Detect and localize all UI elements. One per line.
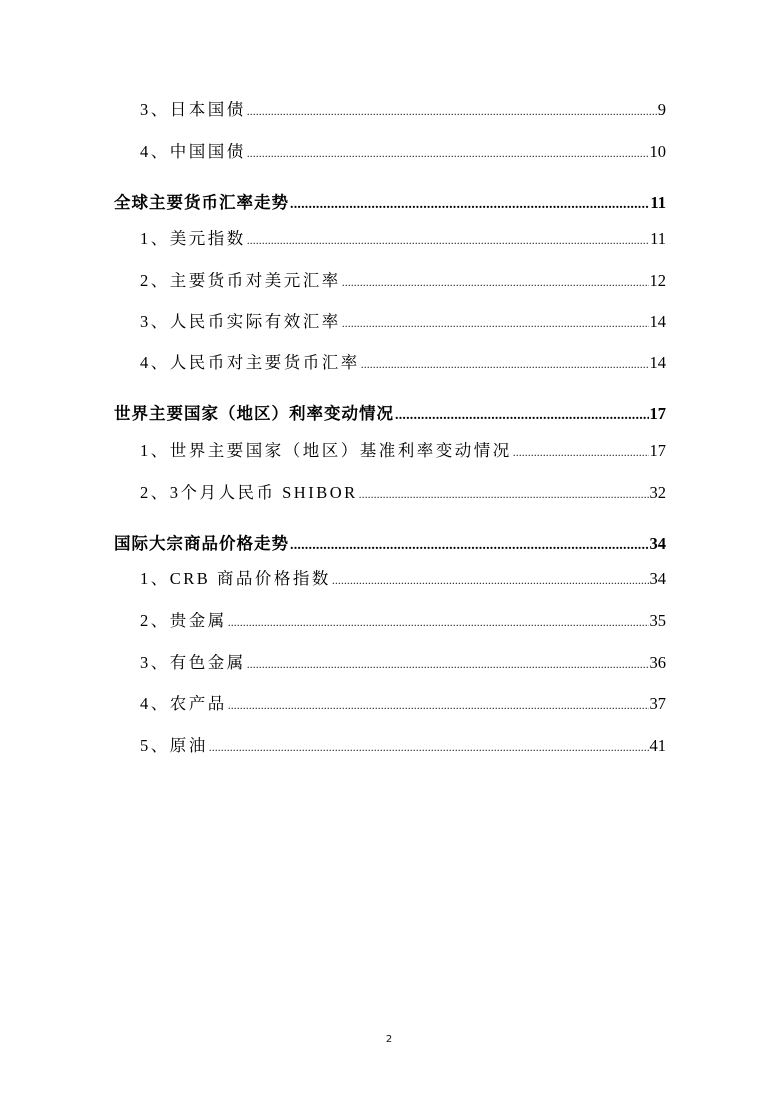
toc-entry-crb-index[interactable] (140, 565, 666, 589)
toc-entry-page: 17 (649, 441, 666, 460)
page-number-footer: 2 (385, 1034, 393, 1045)
toc-section-page: 11 (650, 193, 666, 212)
dot-leader (513, 441, 649, 461)
toc-entry-label: 2、3个月人民币 SHIBOR (140, 483, 358, 502)
dot-leader (247, 653, 649, 673)
toc-entry-page: 10 (649, 142, 666, 161)
toc-entry-japan-bonds[interactable] (140, 96, 666, 120)
toc-entry-label: 4、中国国债 (140, 142, 246, 161)
toc-entry-label: 4、人民币对主要货币汇率 (140, 353, 360, 372)
toc-entry-page: 11 (650, 229, 666, 248)
toc-entry-label: 1、美元指数 (140, 229, 246, 248)
dot-leader (361, 353, 649, 373)
dot-leader (228, 694, 649, 714)
dot-leader (359, 483, 649, 503)
toc-section-currency-rates[interactable] (114, 189, 666, 213)
toc-entry-dollar-index[interactable] (140, 225, 666, 249)
dot-leader (332, 569, 649, 589)
dot-leader (247, 229, 649, 249)
toc-section-page: 17 (649, 404, 666, 423)
toc-entry-label: 5、原油 (140, 736, 208, 755)
toc-entry-label: 3、人民币实际有效汇率 (140, 312, 341, 331)
toc-entry-precious-metals[interactable] (140, 607, 666, 631)
toc-entry-rmb-reer[interactable] (140, 308, 666, 332)
toc-entry-major-currencies-usd[interactable] (140, 267, 666, 291)
toc-entry-label: 3、日本国债 (140, 100, 246, 119)
toc-entry-page: 32 (649, 483, 666, 502)
dot-leader (228, 611, 649, 631)
toc-section-label: 世界主要国家（地区）利率变动情况 (114, 404, 394, 423)
dot-leader (247, 142, 649, 162)
toc-entry-page: 9 (657, 100, 666, 119)
toc-section-label: 国际大宗商品价格走势 (114, 534, 289, 553)
toc-section-label: 全球主要货币汇率走势 (114, 193, 289, 212)
toc-entry-page: 35 (649, 611, 666, 630)
dot-leader (395, 404, 649, 424)
dot-leader (209, 736, 649, 756)
toc-entry-label: 2、贵金属 (140, 611, 227, 630)
toc-entry-label: 3、有色金属 (140, 653, 246, 672)
toc-section-commodities[interactable] (114, 530, 666, 554)
toc-entry-crude-oil[interactable] (140, 732, 666, 756)
dot-leader (247, 100, 657, 120)
toc-entry-label: 4、农产品 (140, 694, 227, 713)
toc-entry-page: 37 (649, 694, 666, 713)
toc-section-page: 34 (649, 534, 666, 553)
dot-leader (290, 534, 649, 554)
toc-entry-benchmark-rates[interactable] (140, 437, 666, 461)
toc-entry-label: 1、CRB 商品价格指数 (140, 569, 331, 588)
toc-entry-label: 1、世界主要国家（地区）基准利率变动情况 (140, 441, 512, 460)
toc-entry-nonferrous-metals[interactable] (140, 649, 666, 673)
toc-entry-page: 34 (649, 569, 666, 588)
toc-entry-china-bonds[interactable] (140, 138, 666, 162)
toc-entry-page: 41 (649, 736, 666, 755)
toc-entry-page: 36 (649, 653, 666, 672)
toc-entry-page: 14 (649, 353, 666, 372)
toc-entry-agricultural[interactable] (140, 690, 666, 714)
toc-entry-rmb-vs-major[interactable] (140, 349, 666, 373)
dot-leader (342, 312, 649, 332)
toc-entry-shibor[interactable] (140, 479, 666, 503)
dot-leader (342, 271, 649, 291)
toc-entry-page: 14 (649, 312, 666, 331)
toc-entry-label: 2、主要货币对美元汇率 (140, 271, 341, 290)
toc-section-interest-rates[interactable] (114, 400, 666, 424)
dot-leader (290, 193, 649, 213)
toc-entry-page: 12 (649, 271, 666, 290)
